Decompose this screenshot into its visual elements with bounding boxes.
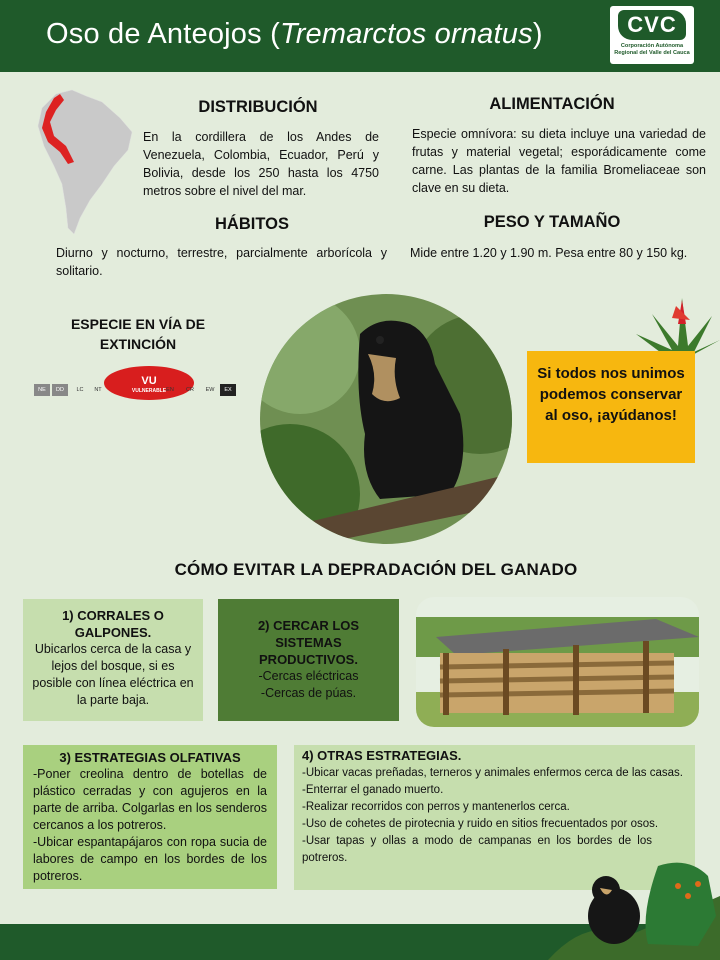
scale-en: EN	[166, 387, 174, 393]
alimentacion-title: ALIMENTACIÓN	[489, 95, 615, 113]
otras-line: -Realizar recorridos con perros y mantenerlos cerca.	[302, 801, 570, 813]
bear-photo	[260, 294, 512, 544]
peso-title: PESO Y TAMAÑO	[483, 213, 621, 231]
alimentacion-text: Especie omnívora: su dieta incluye una variedad de frutas y material vegetal; esporádicamente come carne. Las plantas de la familia Bromeliaceae son clave en su dieta.	[412, 127, 706, 195]
scale-ex: EX	[220, 384, 236, 396]
cvc-logo: CVC Corporación Autónoma Regional del Valle del Cauca	[610, 6, 694, 64]
strategy-cercas	[218, 599, 399, 721]
corrales-text: Ubicarlos cerca de la casa y lejos del bosque, si es posible con línea eléctrica en la parte baja.	[32, 642, 194, 707]
cercas-title: 2) CERCAR LOS SISTEMAS PRODUCTIVOS.	[257, 618, 360, 667]
olfativas-title: 3) ESTRATEGIAS OLFATIVAS	[59, 750, 241, 765]
olfativas-line-2: -Ubicar espantapájaros con ropa sucia de labores de campo en los bordes de los potreros.	[33, 835, 267, 883]
threat-title: ESPECIE EN VÍA DE EXTINCIÓN	[70, 316, 206, 352]
otras-line: -Usar tapas y ollas a modo de campanas en los bordes de los potreros.	[302, 835, 652, 864]
corral-photo	[416, 597, 699, 727]
habitos-text: Diurno y nocturno, terrestre, parcialmente arborícola y solitario.	[56, 246, 387, 278]
iucn-scale	[34, 366, 238, 400]
otras-title: 4) OTRAS ESTRATEGIAS.	[302, 748, 462, 763]
species-name: Tremarctos ornatus	[279, 18, 533, 50]
scale-ew: EW	[205, 387, 215, 393]
scale-lc: LC	[76, 387, 84, 393]
scale-dd: DD	[52, 384, 68, 396]
distribucion-title: DISTRIBUCIÓN	[198, 98, 318, 116]
page-title: Oso de Anteojos (Tremarctos ornatus)	[46, 18, 543, 50]
otras-line: -Enterrar el ganado muerto.	[302, 784, 444, 796]
otras-line: -Uso de cohetes de pirotecnia y ruido en sitios frecuentados por osos.	[302, 818, 659, 830]
scale-ne: NE	[34, 384, 50, 396]
south-america-map	[28, 88, 138, 238]
scale-nt: NT	[94, 387, 102, 393]
bear-illustration	[548, 856, 720, 960]
olfativas-line-1: -Poner creolina dentro de botellas de plástico cerradas y con agujeros en la parte de arriba. Colgarlas en los senderos cercanos a los potreros.	[33, 767, 267, 832]
distribucion-text: En la cordillera de los Andes de Venezuela, Colombia, Ecuador, Perú y Bolivia, desde los 250 hasta los 4750 metros sobre el nivel del mar.	[143, 130, 379, 198]
section-title: CÓMO EVITAR LA DEPRADACIÓN DEL GANADO	[174, 560, 578, 579]
cercas-line-1: -Cercas eléctricas	[258, 669, 359, 683]
cercas-line-2: -Cercas de púas.	[260, 686, 357, 700]
scale-cr: CR	[186, 387, 194, 393]
header-bar	[0, 0, 720, 72]
strategy-olfativas	[23, 745, 277, 889]
corrales-title: 1) CORRALES O GALPONES.	[62, 608, 164, 640]
conservation-callout: Si todos nos unimos podemos conservar al oso, ¡ayúdanos!	[527, 351, 695, 463]
strategy-corrales	[23, 599, 203, 721]
otras-line: -Ubicar vacas preñadas, terneros y animales enfermos cerca de las casas.	[302, 767, 683, 779]
scale-vu-highlight: VU VULNERABLE	[104, 366, 194, 400]
habitos-title: HÁBITOS	[215, 215, 289, 233]
peso-text: Mide entre 1.20 y 1.90 m. Pesa entre 80 y 150 kg.	[410, 246, 688, 260]
